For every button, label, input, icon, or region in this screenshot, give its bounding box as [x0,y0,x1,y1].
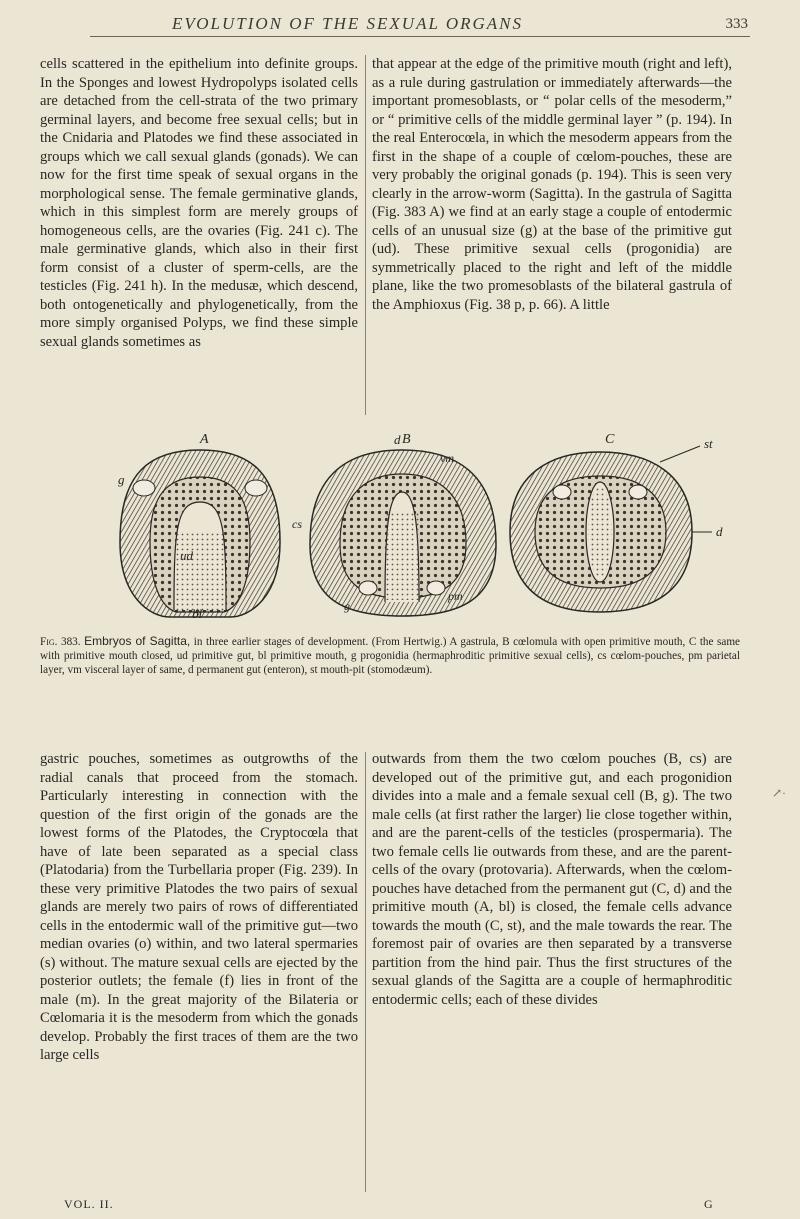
embryo-c-closed [510,446,712,612]
caption-title: Embryos of Sagitta, [84,634,191,648]
label-b-vm: vm [440,451,454,465]
label-b-pm: pm [448,589,463,603]
embryo-b-coelomula [310,450,496,616]
paragraph-text: gastric pouches, sometimes as outgrowths of the radial canals that proceed from the stomach. Particularly interesting in connection with the question of the first origin of the gonads are the lowest forms of the Platodes, the Cryptocœla that have of late been separated as a special class (Platodaria) from the Turbellaria proper (Fig. 239). In these very primitive Platodes the two pairs of sexual glands are merely two pairs of rows of differentiated cells in the entodermic wall of the primitive gut—two median ovaries (o) within, and two lateral spermaries (s) without. The mature sexual cells are ejected by the posterior outlets; the female (f) lies in front of the male (m). In the great majority of the Bilateria or Cœlomaria it is the mesoderm from which the gonads develop. Probably the first traces of them are the two large cells [40,751,358,1063]
label-a-ud: ud [180,548,193,563]
paragraph-text: outwards from them the two cœlom pouches (B, cs) are developed out of the primitive gut, and each progonidion divides into a male and a female sexual cell (B, g). The two male cells (at first rather the larger) lie close together within, and are the parent-cells of the testicles (prospermaria). The two female cells lie outwards from these, and are the parent-cells of the ovary (protovaria). Afterwards, when the cœlom-pouches have detached from the permanent gut (C, d) and the primitive mouth (A, bl) is closed, the female cells advance towards the mouth (C, st), and the male towards the rear. The foremost pair of ovaries are then separated by a transverse partition from the hind pair. Thus the first structures of the sexual glands of the Sagitta are a couple of hermaphroditic entodermic cells; each of these divides [372,751,732,1008]
caption-figure-number: Fig. 383. [40,636,81,648]
column-rule [365,55,366,415]
label-b-g: g [344,599,350,613]
panel-label-c: C [605,432,615,447]
volume-mark: VOL. II. [64,1197,114,1211]
running-title: EVOLUTION OF THE SEXUAL ORGANS [172,14,524,33]
panel-label-a: A [200,432,209,447]
label-a-bl: bl [192,606,203,621]
label-b-cs: cs [292,517,302,531]
running-header [90,6,750,37]
signature-mark: G [704,1197,713,1211]
column-rule [365,752,366,1192]
label-b-d: d [394,432,401,447]
embryo-illustrations [40,432,760,622]
margin-mark: ↗· [772,786,787,800]
figure-383 [40,432,760,622]
paragraph-bottom-right [372,750,732,1009]
paragraph-text: that appear at the edge of the primitive mouth (right and left), as a rule during gastrulation or immediately afterwards—the important promesoblasts, or “ polar cells of the mesoderm,” or “ primitive cells of the middle germinal layer ” (p. 194). In the real Enterocœla, in which the mesoderm appears from the first in the shape of a couple of cœlom-pouches, these are very probably the original gonads (p. 194). This is seen very clearly in the arrow-worm (Sagitta). In the gastrula of Sagitta (Fig. 383 A) we find at an early stage a couple of entodermic cells of an unusual size (g) at the base of the primitive gut (ud). These primitive sexual cells (progonidia) are symmetrically placed to the right and left of the middle plane, like the two promesoblasts of the bilateral gastrula of the Amphioxus (Fig. 38 p, p. 66). A little [372,56,732,313]
label-c-d: d [716,524,723,539]
label-c-st: st [704,436,713,451]
panel-label-b: B [402,432,411,447]
paragraph-text: cells scattered in the epithelium into definite groups. In the Sponges and lowest Hydropolyps isolated cells are detached from the cell-strata of the two primary germinal layers, and become free sexual cells; but in the Cnidaria and Platodes we find these associated in groups which we call sexual glands (gonads). We can now for the first time speak of sexual organs in the morphological sense. The female germinative glands, which in this simplest form are merely groups of homogeneous cells, are the ovaries (Fig. 241 c). The male germinative glands, which also in their first form consist of a cluster of sperm-cells, are the testicles (Fig. 241 h). In the medusæ, which descend, both ontogenetically and phylogenetically, from the more simply organised Polyps, we find these simple sexual glands sometimes as [40,56,358,350]
paragraph-bottom-left [40,750,358,1065]
paragraph-top-left [40,55,358,351]
figure-caption [40,634,740,677]
label-a-g: g [118,472,125,487]
embryo-a-gastrula [120,450,280,617]
paragraph-top-right [372,55,732,314]
page-number: 333 [725,16,748,32]
caption-text: in three earlier stages of development. (From Hertwig.) A gastrula, B cœlomula with open primitive mouth, C the same with primitive mouth closed, ud primitive gut, bl primitive mouth, g progonidia (hermaphroditic primitive sexual cells), cs cœlom-pouches, pm parietal layer, vm visceral layer of same, d permanent gut (enteron), st mouth-pit (stomodæum). [40,636,741,676]
